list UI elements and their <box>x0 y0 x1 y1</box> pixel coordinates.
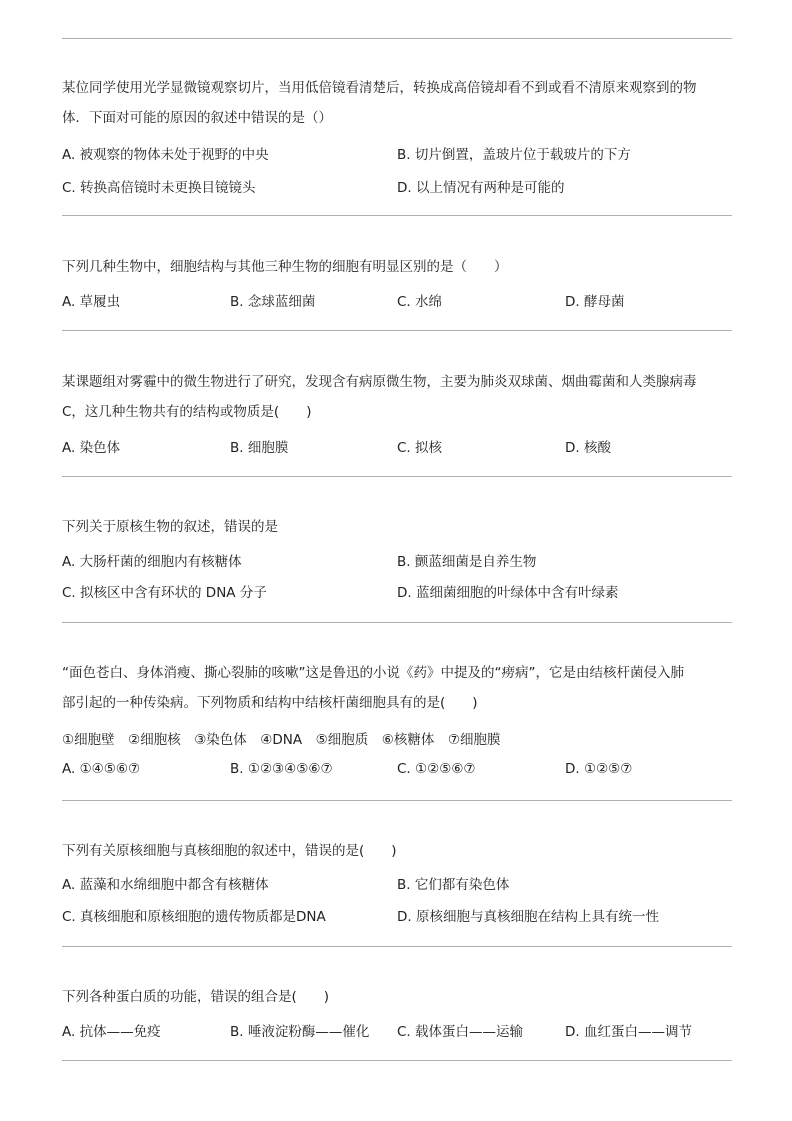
option-d[interactable]: D. ①②⑤⑦ <box>565 761 633 777</box>
option-b[interactable]: B. 颤蓝细菌是自养生物 <box>397 554 537 570</box>
question-text: 某位同学使用光学显微镜观察切片，当用低倍镜看清楚后，转换成高倍镜却看不到或看不清原来观察到的物 <box>62 80 697 96</box>
question-text: 下列有关原核细胞与真核细胞的叙述中，错误的是( ) <box>62 843 397 859</box>
option-d[interactable]: D. 以上情况有两种是可能的 <box>397 180 565 196</box>
option-d[interactable]: D. 血红蛋白——调节 <box>565 1024 692 1040</box>
option-c[interactable]: C. 真核细胞和原核细胞的遗传物质都是DNA <box>62 909 326 925</box>
option-b[interactable]: B. 唾液淀粉酶——催化 <box>230 1024 370 1040</box>
divider <box>62 622 732 623</box>
option-c[interactable]: C. 转换高倍镜时未更换目镜镜头 <box>62 180 256 196</box>
divider <box>62 1060 732 1061</box>
divider <box>62 215 732 216</box>
option-b[interactable]: B. 切片倒置，盖玻片位于载玻片的下方 <box>397 147 631 163</box>
option-c[interactable]: C. 载体蛋白——运输 <box>397 1024 524 1040</box>
option-a[interactable]: A. 草履虫 <box>62 294 121 310</box>
divider <box>62 800 732 801</box>
option-d[interactable]: D. 原核细胞与真核细胞在结构上具有统一性 <box>397 909 659 925</box>
option-a[interactable]: A. ①④⑤⑥⑦ <box>62 761 141 777</box>
option-a[interactable]: A. 染色体 <box>62 440 121 456</box>
option-d[interactable]: D. 核酸 <box>565 440 611 456</box>
question-text: C，这几种生物共有的结构或物质是( ) <box>62 404 312 420</box>
option-c[interactable]: C. ①②⑤⑥⑦ <box>397 761 476 777</box>
option-b[interactable]: B. 它们都有染色体 <box>397 877 510 893</box>
divider <box>62 38 732 39</box>
question-text: 部引起的一种传染病。下列物质和结构中结核杆菌细胞具有的是( ) <box>62 695 478 711</box>
question-text: “面色苍白、身体消瘦、撕心裂肺的咳嗽”这是鲁迅的小说《药》中提及的“痨病”，它是由结核杆菌侵入肺 <box>62 665 684 681</box>
option-b[interactable]: B. 念球蓝细菌 <box>230 294 316 310</box>
option-c[interactable]: C. 水绵 <box>397 294 443 310</box>
question-text: 下列关于原核生物的叙述，错误的是 <box>62 519 278 535</box>
divider <box>62 330 732 331</box>
structure-list: ①细胞壁 ②细胞核 ③染色体 ④DNA ⑤细胞质 ⑥核糖体 ⑦细胞膜 <box>62 732 501 748</box>
option-a[interactable]: A. 抗体——免疫 <box>62 1024 161 1040</box>
divider <box>62 946 732 947</box>
option-c[interactable]: C. 拟核区中含有环状的 DNA 分子 <box>62 585 267 601</box>
question-text: 体．下面对可能的原因的叙述中错误的是（） <box>62 110 332 126</box>
option-d[interactable]: D. 酵母菌 <box>565 294 625 310</box>
option-a[interactable]: A. 被观察的物体未处于视野的中央 <box>62 147 269 163</box>
option-a[interactable]: A. 蓝藻和水绵细胞中都含有核糖体 <box>62 877 269 893</box>
divider <box>62 476 732 477</box>
question-text: 下列各种蛋白质的功能，错误的组合是( ) <box>62 989 330 1005</box>
option-b[interactable]: B. ①②③④⑤⑥⑦ <box>230 761 333 777</box>
question-text: 下列几种生物中，细胞结构与其他三种生物的细胞有明显区别的是（ ） <box>62 259 508 275</box>
question-text: 某课题组对雾霾中的微生物进行了研究，发现含有病原微生物，主要为肺炎双球菌、烟曲霉菌和人类腺病毒 <box>62 374 697 390</box>
option-a[interactable]: A. 大肠杆菌的细胞内有核糖体 <box>62 554 242 570</box>
option-c[interactable]: C. 拟核 <box>397 440 443 456</box>
option-d[interactable]: D. 蓝细菌细胞的叶绿体中含有叶绿素 <box>397 585 619 601</box>
option-b[interactable]: B. 细胞膜 <box>230 440 289 456</box>
